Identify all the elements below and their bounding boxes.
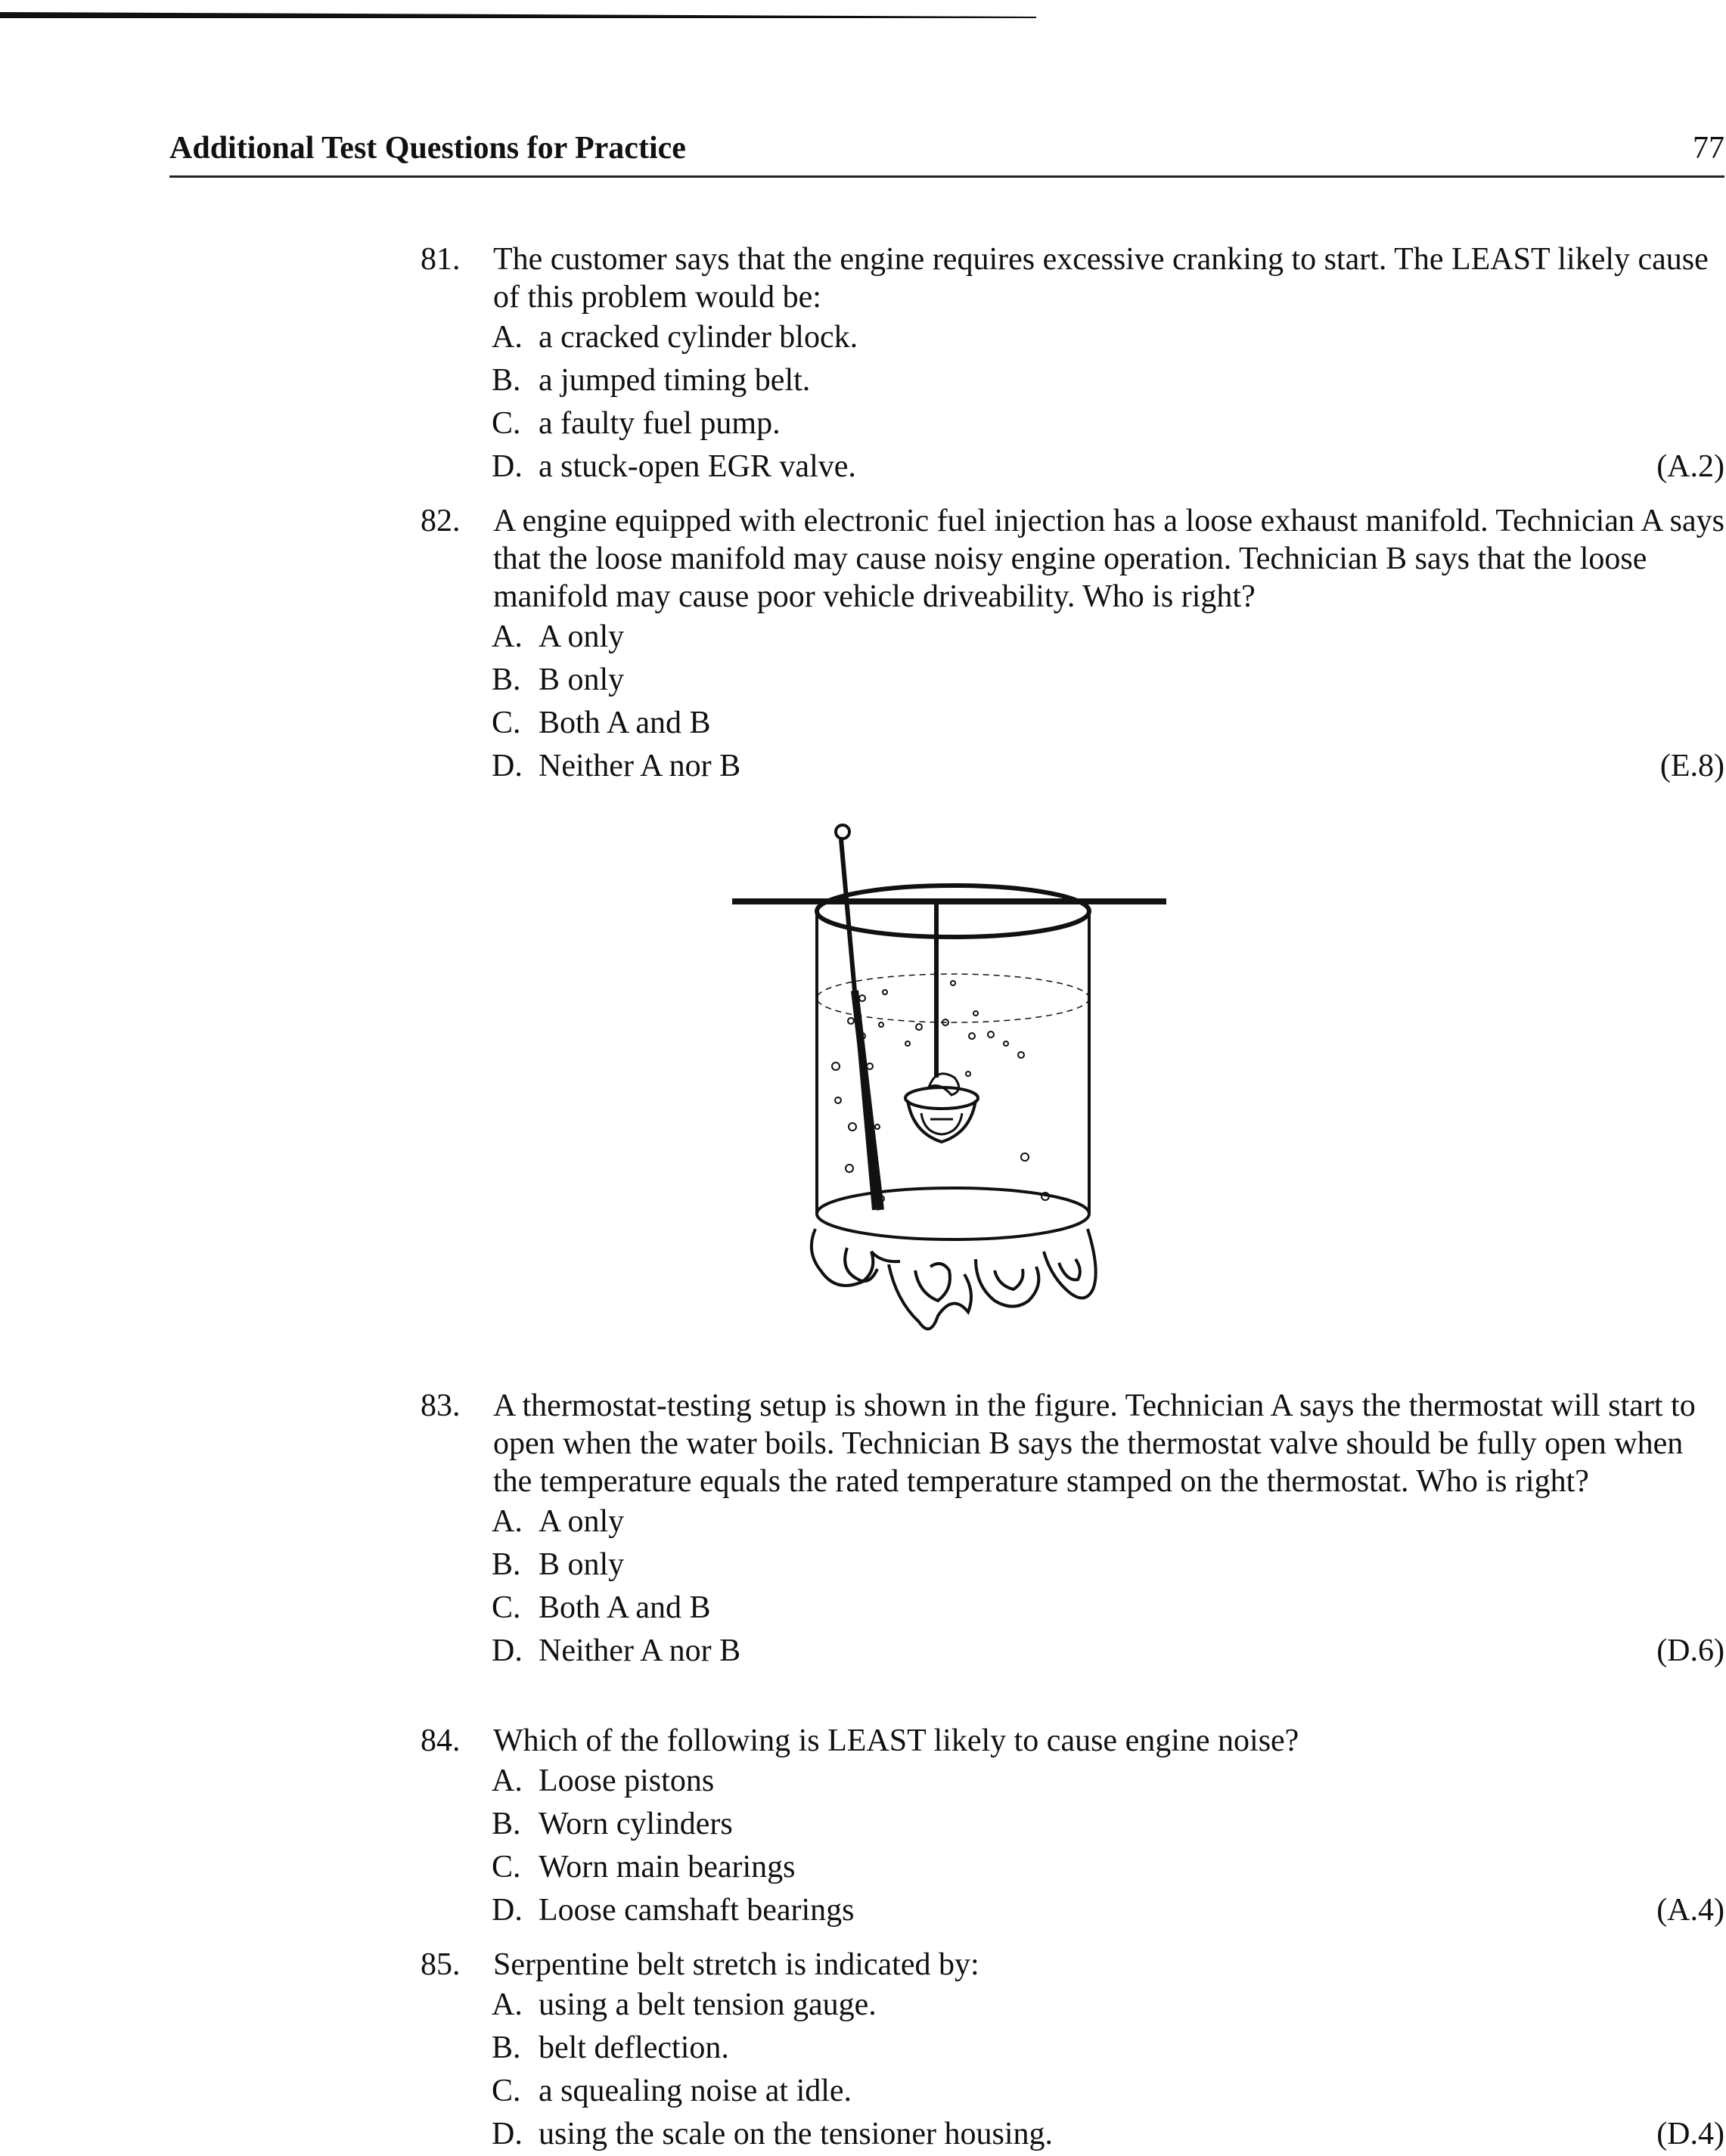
option-text: a squealing noise at idle. [539,2074,852,2108]
question-83 [421,1387,1724,1673]
question-number: 84. [421,1723,461,1758]
flames [812,1229,1096,1329]
option-b [421,1543,1724,1587]
option-letter: B. [492,1547,521,1582]
option-text: Worn cylinders [539,1807,733,1841]
question-number: 83. [421,1388,461,1423]
page-number: 77 [1693,131,1724,166]
option-c [421,1587,1724,1630]
option-letter: B. [492,363,521,398]
option-a [421,316,1724,359]
option-text: a jumped timing belt. [539,363,811,398]
option-d [421,745,1724,788]
option-text: B only [539,662,625,697]
option-a [421,1984,1724,2027]
option-b [421,1803,1724,1846]
option-text: belt deflection. [539,2030,729,2065]
option-text: A only [539,619,625,654]
question-number: 85. [421,1947,461,1982]
option-text: a cracked cylinder block. [539,320,858,355]
option-letter: A. [492,619,523,654]
question-number: 81. [421,242,461,277]
option-d [421,1889,1724,1932]
option-a [421,1760,1724,1803]
option-letter: D. [492,2117,523,2151]
question-text: A thermostat-testing setup is shown in the figure. Technician A says the thermostat will start to open when the water boils. Technician B says the thermostat valve should be fully open when the temperature equals the rated temperature stamped on the thermostat. Who is right? [493,1388,1696,1499]
question-81 [421,240,1724,489]
thermometer-bulb-top [836,825,849,839]
option-c [421,2070,1724,2113]
question-84 [421,1722,1724,1932]
option-text: using the scale on the tensioner housing. [539,2117,1054,2151]
question-text: Which of the following is LEAST likely to cause engine noise? [493,1723,1299,1758]
top-rule [0,11,1036,18]
option-text: a faulty fuel pump. [539,406,781,441]
option-text: using a belt tension gauge. [539,1987,877,2022]
option-d [421,1630,1724,1673]
reference-code: (D.6) [1656,1633,1724,1668]
option-letter: D. [492,1633,523,1668]
option-letter: D. [492,1893,523,1928]
option-text: a stuck-open EGR valve. [539,449,856,484]
option-letter: A. [492,1987,523,2022]
question-number: 82. [421,504,461,538]
thermostat-test-figure [726,817,1180,1346]
option-letter: C. [492,706,521,740]
option-letter: B. [492,2030,521,2065]
option-text: Loose pistons [539,1764,715,1798]
option-text: Neither A nor B [539,749,741,783]
option-a [421,616,1724,659]
option-letter: A. [492,320,523,355]
option-c [421,402,1724,445]
option-letter: B. [492,1807,521,1841]
option-letter: A. [492,1504,523,1539]
option-text: Loose camshaft bearings [539,1893,855,1928]
option-d [421,2113,1724,2156]
option-a [421,1500,1724,1543]
option-letter: C. [492,2074,521,2108]
option-letter: A. [492,1764,523,1798]
option-letter: C. [492,1850,521,1885]
option-c [421,702,1724,745]
reference-code: (D.4) [1656,2117,1724,2151]
reference-code: (E.8) [1659,749,1724,783]
question-text: Serpentine belt stretch is indicated by: [493,1947,979,1982]
question-text: A engine equipped with electronic fuel injection has a loose exhaust manifold. Technician A says that the loose manifold may cause noisy engine operation. Technician B says that the loose manifold may cause poor vehicle driveability. Who is right? [493,504,1725,614]
option-letter: B. [492,662,521,697]
option-b [421,659,1724,702]
option-letter: C. [492,406,521,441]
option-b [421,359,1724,402]
thermometer-column [855,991,880,1210]
page-header [169,127,1724,178]
option-letter: D. [492,749,523,783]
option-c [421,1846,1724,1889]
option-letter: D. [492,449,523,484]
header-title: Additional Test Questions for Practice [169,131,686,166]
option-b [421,2027,1724,2070]
thermostat [905,1074,978,1142]
reference-code: (A.4) [1656,1893,1724,1928]
option-text: B only [539,1547,625,1582]
container-rim [817,886,1089,937]
option-letter: C. [492,1590,521,1625]
option-text: Neither A nor B [539,1633,741,1668]
question-text: The customer says that the engine requires excessive cranking to start. The LEAST likely cause of this problem would be: [493,242,1709,315]
option-text: Both A and B [539,706,711,740]
option-d [421,445,1724,489]
question-85 [421,1946,1724,2156]
option-text: Worn main bearings [539,1850,796,1885]
question-82 [421,502,1724,788]
reference-code: (A.2) [1656,449,1724,484]
option-text: Both A and B [539,1590,711,1625]
option-text: A only [539,1504,625,1539]
